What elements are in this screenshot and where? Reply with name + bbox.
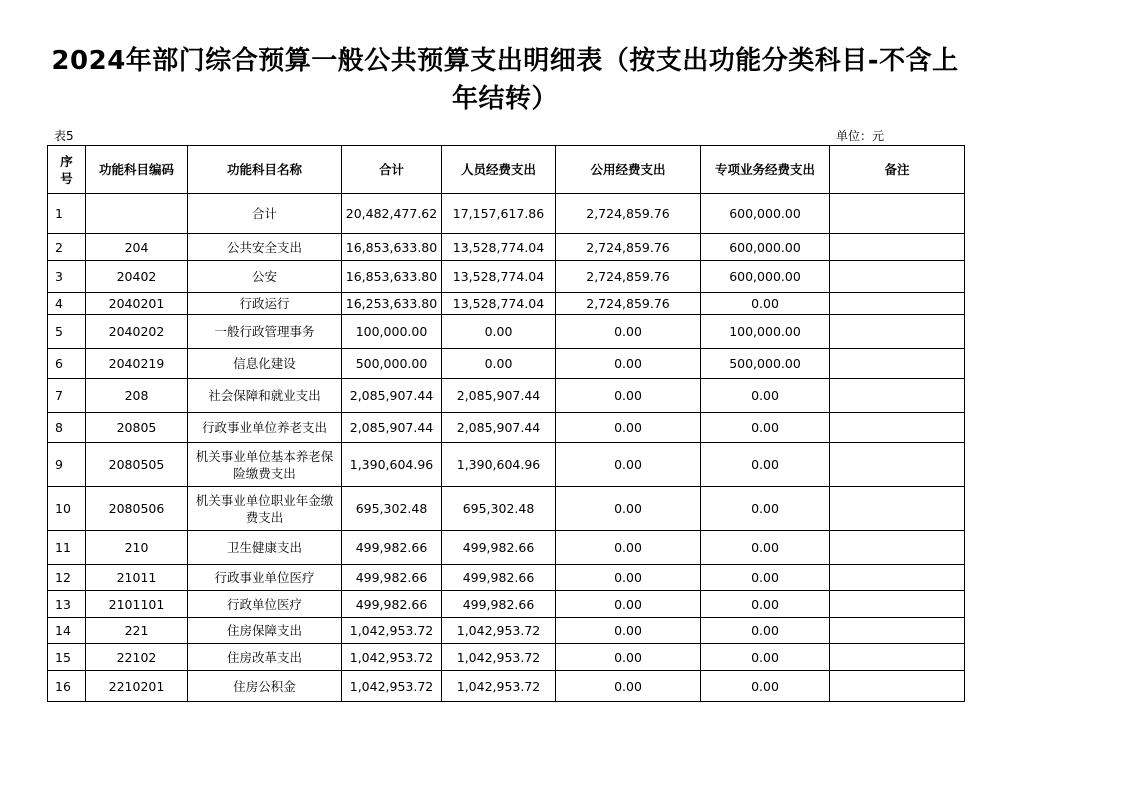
table-row — [48, 234, 965, 261]
cell-total: 499,982.66 — [342, 565, 442, 591]
cell-note — [830, 315, 965, 349]
table-number: 表5 — [54, 129, 74, 143]
cell-name: 公共安全支出 — [188, 234, 342, 261]
cell-personnel: 499,982.66 — [442, 591, 556, 618]
cell-special: 0.00 — [701, 671, 830, 702]
cell-name: 行政事业单位医疗 — [188, 565, 342, 591]
cell-personnel: 695,302.48 — [442, 487, 556, 531]
cell-name: 行政事业单位养老支出 — [188, 413, 342, 443]
cell-personnel: 13,528,774.04 — [442, 261, 556, 293]
unit-label: 单位：元 — [836, 129, 885, 143]
cell-seq: 8 — [48, 413, 86, 443]
cell-seq: 4 — [48, 293, 86, 315]
cell-code: 221 — [86, 618, 188, 644]
cell-total: 1,042,953.72 — [342, 618, 442, 644]
cell-personnel: 0.00 — [442, 349, 556, 379]
cell-personnel: 1,042,953.72 — [442, 671, 556, 702]
cell-note — [830, 349, 965, 379]
cell-personnel: 1,390,604.96 — [442, 443, 556, 487]
header-note: 备注 — [830, 146, 965, 194]
cell-name: 信息化建设 — [188, 349, 342, 379]
cell-name: 行政运行 — [188, 293, 342, 315]
table-row — [48, 487, 965, 531]
header-personnel: 人员经费支出 — [442, 146, 556, 194]
cell-note — [830, 413, 965, 443]
cell-public: 2,724,859.76 — [556, 194, 701, 234]
cell-seq: 11 — [48, 531, 86, 565]
cell-total: 500,000.00 — [342, 349, 442, 379]
cell-personnel: 17,157,617.86 — [442, 194, 556, 234]
cell-personnel: 499,982.66 — [442, 531, 556, 565]
cell-note — [830, 671, 965, 702]
cell-public: 0.00 — [556, 379, 701, 413]
cell-note — [830, 443, 965, 487]
cell-code — [86, 194, 188, 234]
table-row — [48, 413, 965, 443]
cell-note — [830, 293, 965, 315]
cell-seq: 13 — [48, 591, 86, 618]
cell-special: 0.00 — [701, 379, 830, 413]
cell-code: 21011 — [86, 565, 188, 591]
cell-seq: 1 — [48, 194, 86, 234]
cell-code: 204 — [86, 234, 188, 261]
cell-name: 公安 — [188, 261, 342, 293]
cell-seq: 2 — [48, 234, 86, 261]
cell-seq: 12 — [48, 565, 86, 591]
cell-special: 600,000.00 — [701, 194, 830, 234]
header-name: 功能科目名称 — [188, 146, 342, 194]
table-row — [48, 618, 965, 644]
cell-seq: 16 — [48, 671, 86, 702]
cell-total: 1,042,953.72 — [342, 671, 442, 702]
cell-code: 2040219 — [86, 349, 188, 379]
cell-seq: 5 — [48, 315, 86, 349]
cell-public: 2,724,859.76 — [556, 234, 701, 261]
cell-special: 0.00 — [701, 591, 830, 618]
cell-code: 2101101 — [86, 591, 188, 618]
cell-name: 行政单位医疗 — [188, 591, 342, 618]
cell-seq: 6 — [48, 349, 86, 379]
cell-total: 2,085,907.44 — [342, 413, 442, 443]
cell-special: 0.00 — [701, 565, 830, 591]
table-row — [48, 379, 965, 413]
cell-total: 2,085,907.44 — [342, 379, 442, 413]
cell-code: 2040202 — [86, 315, 188, 349]
cell-total: 695,302.48 — [342, 487, 442, 531]
cell-seq: 10 — [48, 487, 86, 531]
cell-note — [830, 531, 965, 565]
cell-note — [830, 644, 965, 671]
cell-name: 住房公积金 — [188, 671, 342, 702]
cell-personnel: 13,528,774.04 — [442, 234, 556, 261]
cell-personnel: 1,042,953.72 — [442, 644, 556, 671]
cell-special: 0.00 — [701, 618, 830, 644]
cell-total: 1,042,953.72 — [342, 644, 442, 671]
page-title: 2024年部门综合预算一般公共预算支出明细表（按支出功能分类科目-不含上年结转） — [51, 46, 959, 114]
cell-personnel: 2,085,907.44 — [442, 413, 556, 443]
table-row — [48, 565, 965, 591]
cell-code: 210 — [86, 531, 188, 565]
table-row — [48, 644, 965, 671]
table-row — [48, 443, 965, 487]
cell-total: 1,390,604.96 — [342, 443, 442, 487]
header-seq: 序号 — [48, 146, 86, 194]
cell-personnel: 499,982.66 — [442, 565, 556, 591]
cell-code: 2210201 — [86, 671, 188, 702]
cell-code: 22102 — [86, 644, 188, 671]
table-row — [48, 194, 965, 234]
cell-code: 2080505 — [86, 443, 188, 487]
cell-seq: 14 — [48, 618, 86, 644]
cell-name: 一般行政管理事务 — [188, 315, 342, 349]
header-row — [48, 146, 965, 194]
cell-special: 0.00 — [701, 644, 830, 671]
cell-note — [830, 261, 965, 293]
cell-special: 600,000.00 — [701, 234, 830, 261]
cell-code: 2080506 — [86, 487, 188, 531]
cell-name: 卫生健康支出 — [188, 531, 342, 565]
cell-total: 20,482,477.62 — [342, 194, 442, 234]
cell-note — [830, 591, 965, 618]
table-row — [48, 531, 965, 565]
header-code: 功能科目编码 — [86, 146, 188, 194]
table-row — [48, 293, 965, 315]
table-row — [48, 671, 965, 702]
table-row — [48, 349, 965, 379]
cell-note — [830, 565, 965, 591]
cell-total: 16,253,633.80 — [342, 293, 442, 315]
cell-personnel: 0.00 — [442, 315, 556, 349]
cell-public: 0.00 — [556, 531, 701, 565]
cell-public: 0.00 — [556, 644, 701, 671]
cell-name: 机关事业单位职业年金缴费支出 — [188, 487, 342, 531]
table-body — [48, 194, 965, 702]
cell-public: 0.00 — [556, 487, 701, 531]
cell-seq: 3 — [48, 261, 86, 293]
table-row — [48, 315, 965, 349]
cell-code: 2040201 — [86, 293, 188, 315]
cell-total: 16,853,633.80 — [342, 234, 442, 261]
header-special: 专项业务经费支出 — [701, 146, 830, 194]
cell-special: 0.00 — [701, 443, 830, 487]
table-row — [48, 261, 965, 293]
cell-public: 0.00 — [556, 671, 701, 702]
cell-seq: 15 — [48, 644, 86, 671]
cell-public: 0.00 — [556, 315, 701, 349]
cell-code: 208 — [86, 379, 188, 413]
cell-public: 0.00 — [556, 591, 701, 618]
cell-name: 社会保障和就业支出 — [188, 379, 342, 413]
cell-code: 20402 — [86, 261, 188, 293]
cell-personnel: 2,085,907.44 — [442, 379, 556, 413]
cell-name: 机关事业单位基本养老保险缴费支出 — [188, 443, 342, 487]
cell-total: 16,853,633.80 — [342, 261, 442, 293]
cell-name: 住房保障支出 — [188, 618, 342, 644]
cell-personnel: 13,528,774.04 — [442, 293, 556, 315]
cell-name: 合计 — [188, 194, 342, 234]
header-public: 公用经费支出 — [556, 146, 701, 194]
cell-code: 20805 — [86, 413, 188, 443]
cell-note — [830, 234, 965, 261]
cell-note — [830, 194, 965, 234]
cell-seq: 7 — [48, 379, 86, 413]
cell-name: 住房改革支出 — [188, 644, 342, 671]
cell-total: 499,982.66 — [342, 531, 442, 565]
cell-note — [830, 487, 965, 531]
expenditure-table — [47, 145, 965, 702]
cell-public: 0.00 — [556, 565, 701, 591]
cell-note — [830, 618, 965, 644]
cell-seq: 9 — [48, 443, 86, 487]
cell-special: 0.00 — [701, 531, 830, 565]
cell-total: 499,982.66 — [342, 591, 442, 618]
cell-public: 2,724,859.76 — [556, 261, 701, 293]
header-total: 合计 — [342, 146, 442, 194]
cell-personnel: 1,042,953.72 — [442, 618, 556, 644]
cell-special: 0.00 — [701, 293, 830, 315]
cell-note — [830, 379, 965, 413]
cell-special: 500,000.00 — [701, 349, 830, 379]
cell-public: 2,724,859.76 — [556, 293, 701, 315]
cell-public: 0.00 — [556, 443, 701, 487]
cell-special: 0.00 — [701, 487, 830, 531]
cell-public: 0.00 — [556, 618, 701, 644]
cell-special: 100,000.00 — [701, 315, 830, 349]
cell-special: 0.00 — [701, 413, 830, 443]
table-row — [48, 591, 965, 618]
cell-public: 0.00 — [556, 349, 701, 379]
cell-public: 0.00 — [556, 413, 701, 443]
cell-total: 100,000.00 — [342, 315, 442, 349]
cell-special: 600,000.00 — [701, 261, 830, 293]
